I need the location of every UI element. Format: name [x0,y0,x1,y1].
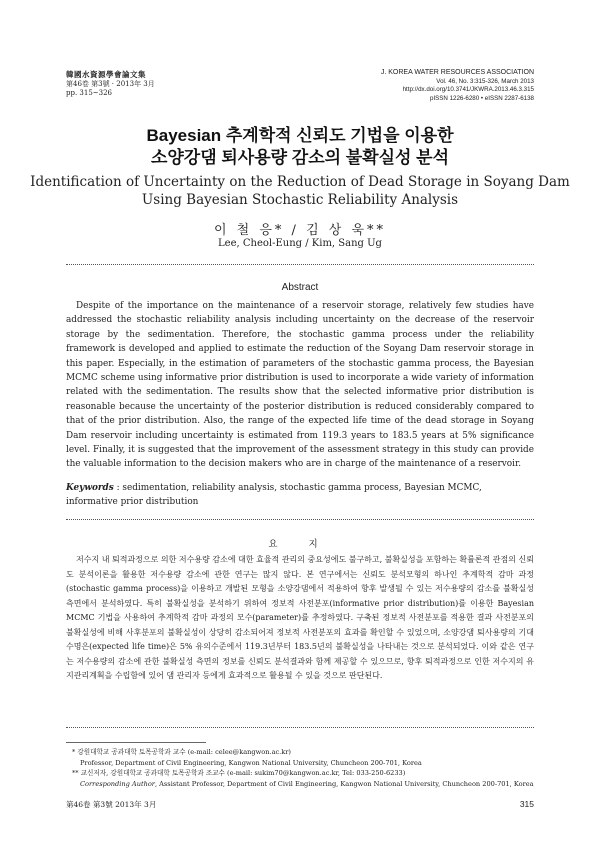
keywords-label: Keywords [66,483,114,493]
title-english-line-1: Identification of Uncertainty on the Reduction of Dead Storage in Soyang Dam [30,174,570,190]
abstract-heading: Abstract [281,282,319,293]
journal-header-left [66,70,155,99]
title-english-line-2: Using Bayesian Stochastic Reliability Analysis [141,192,459,208]
footnote-rule [66,742,206,743]
footnote-2-en [72,779,534,790]
divider-bottom [66,727,534,728]
authors-english: Lee, Cheol-Eung / Kim, Sang Ug [218,238,382,249]
corresponding-author-label: Corresponding Author [80,779,155,788]
footer-volume: 第46卷 第3號 2013年 3月 [66,800,157,809]
title-korean [0,125,600,169]
journal-pages: pp. 315~326 [66,89,112,97]
keywords [66,481,534,510]
footnote-2-en-text: , Assistant Professor, Department of Civil Engineering, Kangwon National University, Chuncheon 200-701, Korea [154,779,534,788]
footnote-2-ko: ** 교신저자, 강원대학교 공과대학 토목공학과 조교수 (e-mail: sukim70@kangwon.ac.kr, Tel: 033-250-6233) [72,769,406,778]
yoji-body: 저수지 내 퇴적과정으로 의한 저수용량 감소에 대한 효율적 관리의 중요성에도 불구하고, 불확실성을 포함하는 확률론적 관점의 신뢰도 분석이론을 활용한 저수용량 감소에 관한 연구는 많지 않다. 본 연구에서는 신뢰도 분석모형의 하나인 추계학적 감마 과정(stochastic gamma process)을 이용하고 개발된 모형을 소양강댐에서 적용하여 향후 발생될 수 있는 저수용량의 감소를 불확실성 측면에서 분석하였다. 특히 불확실성을 분석하기 위하여 정보적 사전분포(informative prior distribution)를 이용한 Bayesian MCMC 기법을 사용하여 추계학적 감마 과정의 모수(parameter)를 추정하였다. 구축된 정보적 사전분포를 적용한 결과 사전분포의 불확실성에 비해 사후분포의 불확실성이 상당히 감소되어져 정보적 사전분포의 효과를 확인할 수 있었으며, 소양강댐 퇴사용량의 기대 수명은(expected life time)은 5% 유의수준에서 119.3년부터 183.5년의 불확실성을 나타내는 것으로 분석되었다. 이와 같은 연구는 저수용량의 감소에 관한 불확실성 측면의 정보를 신뢰도 분석결과와 함께 제공할 수 있으므로, 향후 퇴적과정으로 인한 저수지의 유지관리계획을 수립함에 있어 댐 관리자 등에게 효과적으로 활용될 수 있을 것으로 판단된다. [66,555,534,680]
divider-middle [66,519,534,520]
journal-name-en: J. KOREA WATER RESOURCES ASSOCIATION [380,69,534,76]
footnote-1-en: Professor, Department of Civil Engineering, Kangwon National University, Chuncheon 200-701, Korea [80,758,422,767]
keywords-list: : sedimentation, reliability analysis, stochastic gamma process, Bayesian MCMC, informative prior distribution [66,483,482,508]
journal-doi: http://dx.doi.org/10.3741/JKWRA.2013.46.3.315 [402,86,534,94]
title-english [0,173,600,209]
footnote-1-ko: * 강원대학교 공과대학 토목공학과 교수 (e-mail: celee@kangwon.ac.kr) [72,748,292,756]
authors-korean: 이 철 응* / 김 상 욱** [213,223,387,238]
title-korean-line-1: Bayesian 추계학적 신뢰도 기법을 이용한 [146,126,454,145]
journal-volume-ko: 第46卷 第3號 · 2013年 3月 [66,79,155,88]
footnotes [72,747,534,789]
abstract-body: Despite of the importance on the maintenance of a reservoir storage, relatively few studies have addressed the stochastic reliability analysis including uncertainty on the decrease of the reservoir storage by the sedimentation. Therefore, the stochastic gamma process under the reliability framework is developed and applied to estimate the reduction of the Soyang Dam reservoir storage in this paper. Especially, in the estimation of parameters of the stochastic gamma process, the Bayesian MCMC scheme using informative prior distribution is used to incorporate a wide variety of information related with the sedimentation. The results show that the selected informative prior distribution is reasonable because the uncertainty of the posterior distribution is reduced considerably compared to that of the prior distribution. Also, the range of the expected life time of the dead storage in Soyang Dam reservoir including uncertainty is estimated from 119.3 years to 183.5 years at 5% significance level. Finally, it is suggested that the improvement of the assessment strategy in this study can provide the valuable information to the decision makers who are in charge of the maintenance of a reservoir. [66,301,534,470]
journal-name-ko: 韓國水資源學會論文集 [66,70,146,79]
title-korean-line-2: 소양강댐 퇴사용량 감소의 불확실성 분석 [150,148,450,167]
journal-volume-en: Vol. 46, No. 3:315-326, March 2013 [436,77,534,85]
yoji-heading: 요 지 [268,539,332,550]
page-number: 315 [519,799,534,809]
journal-issn: pISSN 1226-6280 • eISSN 2287-6138 [430,94,534,102]
divider-top [66,264,534,265]
journal-header-right [381,69,534,103]
